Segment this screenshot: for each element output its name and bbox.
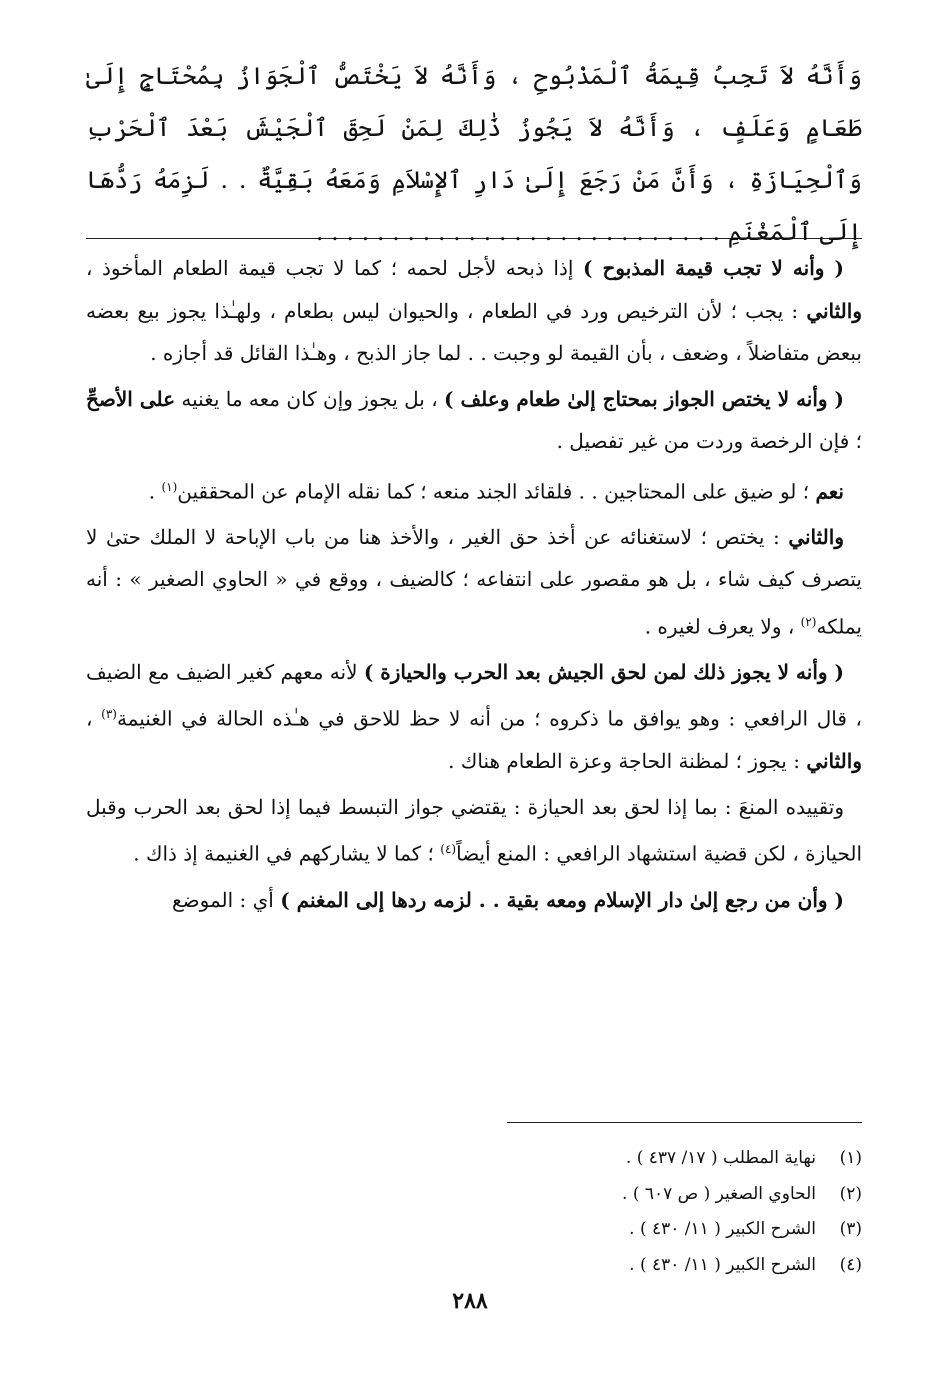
footnote-ref: (٤) <box>440 842 457 857</box>
lemma: ( وأنه لا تجب قيمة المذبوح ) <box>582 256 844 280</box>
footnote-1: (١) نهاية المطلب ( ١٧/ ٤٣٧ ) . <box>625 1148 862 1168</box>
commentary-paragraph-5: ( وأنه لا يجوز ذلك لمن لحق الجيش بعد الحرب والحيازة ) لأنه معهم كغير الضيف مع الضيف ، قال الرافعي : وهو يوافق ما ذكروه ؛ من أنه لا حظ للاحق في هـٰذه الحالة في الغنيمة$^{(٣)}$ ، والثاني : يجوز ؛ لمظنة الحاجة وعزة الطعام هناك . <box>86 659 862 774</box>
lemma: ( وأنه لا يختص الجواز بمحتاج إلىٰ طعام وعلف ) <box>444 386 844 411</box>
lemma: ( وأن من رجع إلىٰ دار الإسلام ومعه بقية . . لزمه ردها إلى المغنم ) <box>280 887 844 912</box>
commentary-paragraph-4: والثاني : يختص ؛ لاستغنائه عن أخذ حق الغير ، والأخذ هنا من باب الإباحة لا الملك حتىٰ لا يتصرف كيف شاء ، بل هو مقصور على انتفاعه ؛ كالضيف ، ووقع في « الحاوي الصغير » : أنه يملكه$^{(٢)}$ ، ولا يعرف لغيره . <box>86 524 862 639</box>
keyword: والثاني <box>806 749 862 774</box>
keyword: والثاني <box>788 524 844 549</box>
lemma: ( وأنه لا يجوز ذلك لمن لحق الجيش بعد الحرب والحيازة ) <box>363 659 844 684</box>
footnote-4: (٤) الشرح الكبير ( ١١/ ٤٣٠ ) . <box>629 1254 862 1275</box>
keyword: على الأصحِّ <box>86 386 176 411</box>
matn-dots: . . . . . . . . . . . . . . . . . . . . . . . . . . . <box>315 218 721 246</box>
footnote-3: (٣) الشرح الكبير ( ١١/ ٤٣٠ ) . <box>629 1219 862 1239</box>
commentary-paragraph-2: ( وأنه لا يختص الجواز بمحتاج إلىٰ طعام وعلف ) ، بل يجوز وإن كان معه ما يغنيه على الأصحِّ ؛ فإن الرخصة وردت من غير تفصيل . <box>86 386 862 453</box>
footnotes-divider <box>507 1122 862 1123</box>
keyword: والثاني <box>806 298 862 323</box>
page-number: ٢٨٨ <box>452 1288 488 1314</box>
footnote-ref: (١) <box>161 479 178 494</box>
matn-text <box>86 50 862 246</box>
footnote-2: (٢) الحاوي الصغير ( ص ٦٠٧ ) . <box>622 1183 862 1204</box>
keyword: نعم <box>815 479 844 504</box>
footnote-ref: (٢) <box>800 614 817 629</box>
footnotes-section <box>86 1122 862 1283</box>
commentary-paragraph-6: وتقييده المنعَ : بما إذا لحق بعد الحيازة : يقتضي جواز التبسط فيما إذا لحق بعد الحرب وقبل الحيازة ، لكن قضية استشهاد الرافعي : المنع أيضاً$^{(٤)}$ ؛ كما لا يشاركهم في الغنيمة إذ ذاك . <box>86 794 862 867</box>
matn-body: وَأَنَّهُ لاَ تَجِبُ قِيمَةُ ٱلْمَذْبُوحِ ، وَأَنَّهُ لاَ يَخْتَصُّ ٱلْجَوَازُ بِمُحْتَاجٍ إِلَىٰ طَعَامٍ وَعَلَفٍ ، وَأَنَّهُ لاَ يَجُوزُ ذَٰلِكَ لِمَنْ لَحِقَ ٱلْجَيْشَ بَعْدَ ٱلْحَرْبِ وَٱلْحِيَازَةِ ، وَأَنَّ مَنْ رَجَعَ إِلَىٰ دَارِ ٱلإِسْلاَمِ وَمَعَهُ بَقِيَّةٌ . . لَزِمَهُ رَدُّهَا إِلَى ٱلْمَغْنَمِ <box>86 62 862 246</box>
footnotes-list <box>86 1141 862 1283</box>
commentary <box>86 247 862 1092</box>
commentary-paragraph-7: ( وأن من رجع إلىٰ دار الإسلام ومعه بقية . . لزمه ردها إلى المغنم ) أي : الموضع <box>172 887 844 912</box>
commentary-paragraph-1: ( وأنه لا تجب قيمة المذبوح ) إذا ذبحه لأجل لحمه ؛ كما لا تجب قيمة الطعام المأخوذ ، والثاني : يجب ؛ لأن الترخيص ورد في الطعام ، والحيوان ليس بطعام ، ولهـٰذا يجوز بيع بعضه ببعض متفاضلاً ، وضعف ، بأن القيمة لو وجبت . . لما جاز الذبح ، وهـٰذا القائل قد أجازه . <box>86 256 862 365</box>
footnote-ref: (٣) <box>101 707 117 722</box>
commentary-paragraph-3: نعم ؛ لو ضيق على المحتاجين . . فلقائد الجند منعه ؛ كما نقله الإمام عن المحققين$^{(١)}$ . <box>148 479 844 504</box>
